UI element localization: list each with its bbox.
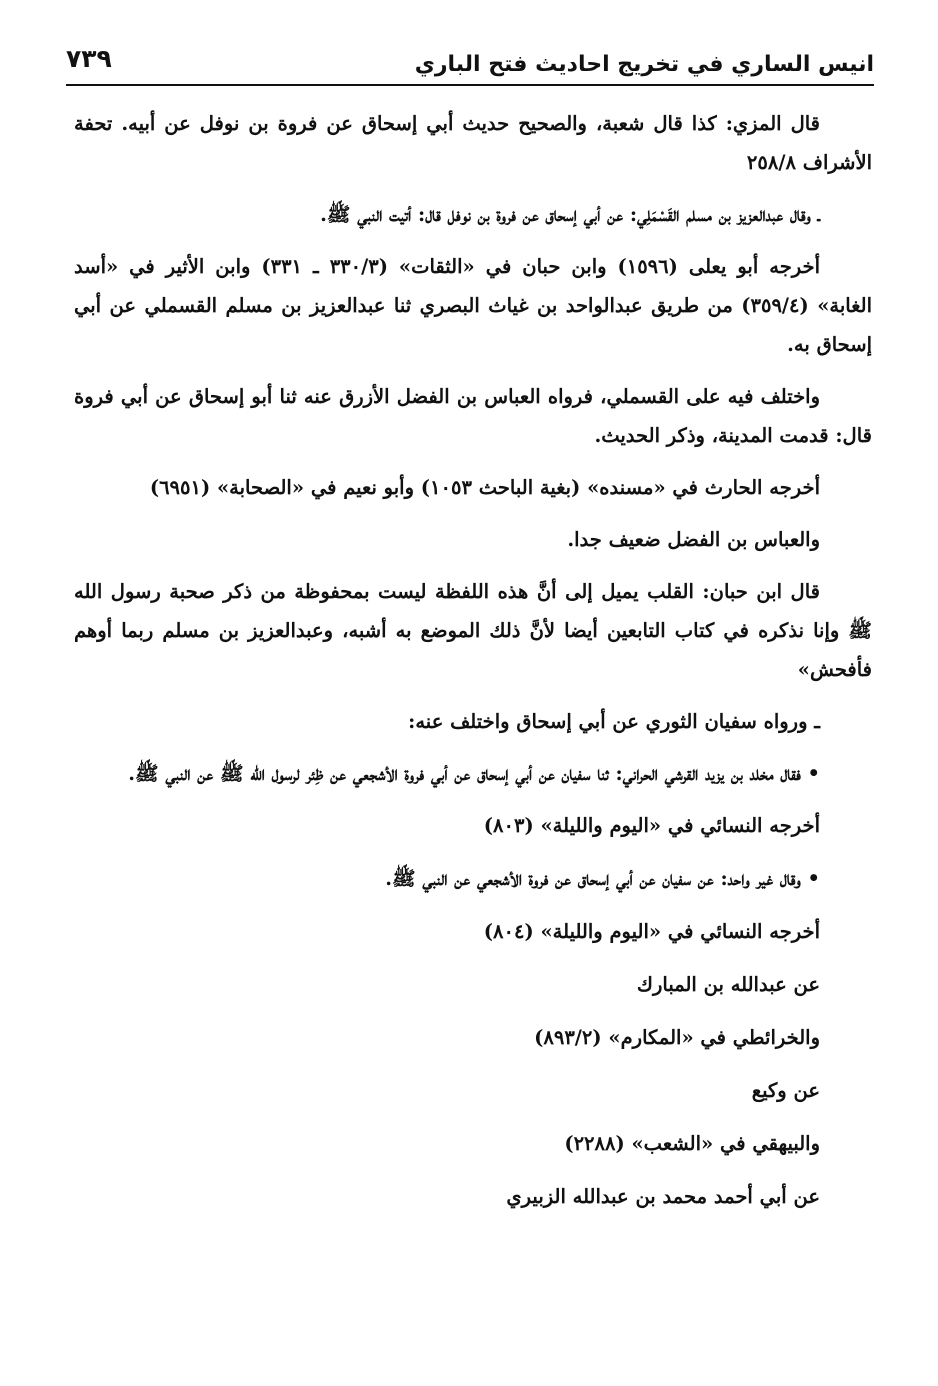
page-body <box>74 104 872 1230</box>
running-title: انيس الساري في تخريج احاديث فتح الباري <box>414 52 874 77</box>
paragraph-abu-yala-takhrij: أخرجه أبو يعلى (١٥٩٦) وابن حبان في «الثقات» (٣٣٠/٣ ـ ٣٣١) وابن الأثير في «أسد الغابة» (٣٥٩/٤) من طريق عبدالواحد بن غياث البصري ثنا عبدالعزيز بن مسلم القسملي عن أبي إسحاق به. <box>74 255 872 356</box>
header-rule <box>66 84 874 86</box>
paragraph-waki: عن وكيع <box>751 1079 820 1102</box>
paragraph-nasai-804: أخرجه النسائي في «اليوم والليلة» (٨٠٤) <box>483 920 820 943</box>
running-header <box>66 42 874 88</box>
paragraph-makhlad-narration: • فقال مخلد بن يزيد القرشي الحراني: ثنا سفيان عن أبي إسحاق عن أبي فروة الأشجعي عن ظِئر لرسول الله ﷺ عن النبي ﷺ. <box>128 762 820 785</box>
paragraph-harith-takhrij: أخرجه الحارث في «مسنده» (بغية الباحث ١٠٥٣) وأبو نعيم في «الصحابة» (٦٩٥١) <box>149 476 820 499</box>
paragraph-ibn-mubarak: عن عبدالله بن المبارك <box>636 973 820 996</box>
paragraph-thawri-narration: ـ ورواه سفيان الثوري عن أبي إسحاق واختلف عنه: <box>408 710 820 733</box>
paragraph-nasai-803: أخرجه النسائي في «اليوم والليلة» (٨٠٣) <box>483 814 820 837</box>
paragraph-kharaiti: والخرائطي في «المكارم» (٨٩٣/٢) <box>534 1026 820 1049</box>
paragraph-mizzi-note: قال المزي: كذا قال شعبة، والصحيح حديث أبي إسحاق عن فروة بن نوفل عن أبيه. تحفة الأشراف ٢٥٨/٨ <box>74 112 872 174</box>
paragraph-bayhaqi: والبيهقي في «الشعب» (٢٢٨٨) <box>564 1132 820 1155</box>
paragraph-disagreement: واختلف فيه على القسملي، فرواه العباس بن الفضل الأزرق عنه ثنا أبو إسحاق عن أبي فروة قال: قدمت المدينة، وذكر الحديث. <box>74 385 872 447</box>
paragraph-ibn-hibban-quote: قال ابن حبان: القلب يميل إلى أنَّ هذه اللفظة ليست بمحفوظة من ذكر صحبة رسول الله ﷺ وإنا نذكره في كتاب التابعين أيضا لأنَّ ذلك الموضع به أشبه، وعبدالعزيز بن مسلم ربما أوهم فأفحش» <box>74 580 872 681</box>
paragraph-abbas-weak: والعباس بن الفضل ضعيف جدا. <box>567 528 820 551</box>
paragraph-zubayri: عن أبي أحمد محمد بن عبدالله الزبيري <box>506 1185 820 1208</box>
paragraph-qasmali-narration: ـ وقال عبدالعزيز بن مسلم القَسْمَلِي: عن أبي إسحاق عن فروة بن نوفل قال: أتيت النبي ﷺ. <box>320 203 820 226</box>
page-number: ٧٣٩ <box>66 44 112 73</box>
paragraph-ghayr-wahid: • وقال غير واحد: عن سفيان عن أبي إسحاق عن فروة الأشجعي عن النبي ﷺ. <box>385 867 820 890</box>
